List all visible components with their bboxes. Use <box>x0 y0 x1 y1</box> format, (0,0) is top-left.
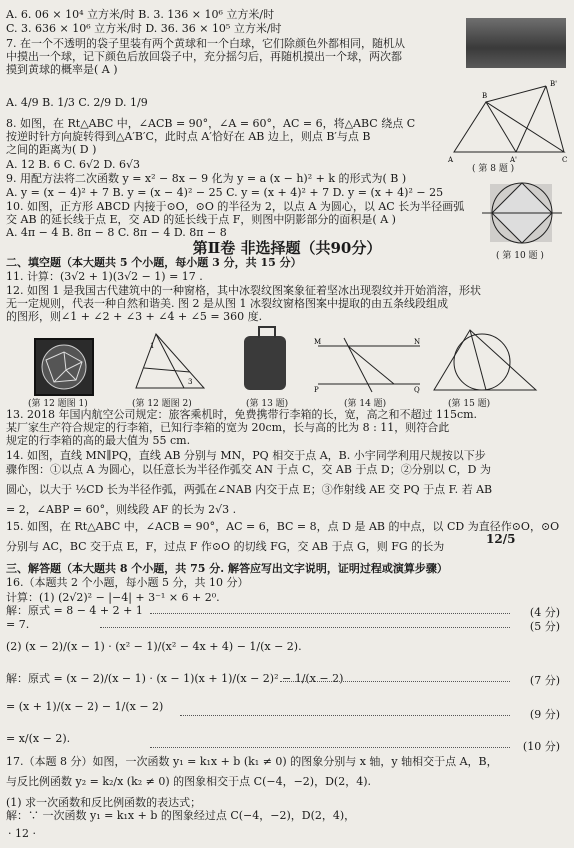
dotted-leader <box>280 681 510 682</box>
figure-12-2 <box>130 328 210 394</box>
dotted-leader <box>100 627 510 628</box>
score-marker: (5 分) <box>529 620 560 633</box>
luggage-image <box>244 336 286 390</box>
svg-text:N: N <box>414 338 421 346</box>
text-line: 解：∵ 一次函数 y₁ = k₁x + b 的图象经过点 C(−4，−2)，D(2，4)， <box>6 809 356 822</box>
text-line: (2) (x − 2)/(x − 1) · (x² − 1)/(x² − 4x + 4) − 1/(x − 2). <box>6 640 302 653</box>
text-line: 12. 如图 1 是我国古代建筑中的一种窗格，其中冰裂纹图案象征着坚冰出现裂纹并开始消溶，形状 <box>6 284 481 297</box>
text-line: 7. 在一个不透明的袋子里装有两个黄球和一个白球，它们除颜色外都相同，随机从 <box>6 37 405 50</box>
text-line: 解：原式 = 8 − 4 + 2 + 1 <box>6 604 143 617</box>
text-line: 17.（本题 8 分）如图，一次函数 y₁ = k₁x + b (k₁ ≠ 0) 的图象分别与 x 轴，y 轴相交于点 A，B， <box>6 755 498 768</box>
text-line: A. 4/9 B. 1/3 C. 2/9 D. 1/9 <box>6 96 148 109</box>
fig14-caption: (第 14 题) <box>344 399 387 409</box>
text-line: 按逆时针方向旋转得到△A′B′C，此时点 A′恰好在 AB 边上，则点 B′与点 B <box>6 130 371 143</box>
scenery-photo <box>466 18 566 68</box>
text-line: A. 12 B. 6 C. 6√2 D. 6√3 <box>6 158 140 171</box>
fig8-caption: ( 第 8 题 ) <box>472 164 515 174</box>
svg-text:P: P <box>314 386 319 394</box>
dotted-leader <box>150 613 510 614</box>
dotted-leader <box>180 715 510 716</box>
text-line: A. 6. 06 × 10⁴ 立方米/时 B. 3. 136 × 10⁶ 立方米/时 <box>6 8 275 21</box>
text-line: = x/(x − 2). <box>6 732 71 745</box>
fig15-caption: (第 15 题) <box>448 399 491 409</box>
text-line: 15. 如图，在 Rt△ABC 中，∠ACB = 90°，AC = 6，BC = 8，点 D 是 AB 的中点，以 CD 为直径作⊙O，⊙O <box>6 520 560 533</box>
text-line: 交 AB 的延长线于点 E，交 AD 的延长线于点 F，则图中阴影部分的面积是( A ) <box>6 213 396 226</box>
fig12a-caption: (第 12 题图 1) <box>28 399 88 409</box>
fig13-caption: (第 13 题) <box>246 399 289 409</box>
section-title: 第Ⅱ卷 非选择题（共90分） <box>192 239 382 257</box>
text-line: 某厂家生产符合规定的行李箱，已知行李箱的宽为 20cm，长与高的比为 8 : 11，则符合此 <box>6 421 450 434</box>
text-line: 二、填空题（本大题共 5 个小题，每小题 3 分，共 15 分） <box>6 256 302 269</box>
text-line: 13. 2018 年国内航空公司规定：旅客乘机时，免费携带行李箱的长，宽，高之和不超过 115cm. <box>6 408 478 421</box>
text-line: = 2，∠ABP = 60°，则线段 AF 的长为 2√3 . <box>6 503 237 516</box>
svg-text:Q: Q <box>414 386 420 394</box>
text-line: 11. 计算：(3√2 + 1)(3√2 − 1) = 17 . <box>6 270 203 283</box>
page-number: · 12 · <box>8 827 36 840</box>
text-line: A. 4π − 4 B. 8π − 8 C. 8π − 4 D. 8π − 8 <box>6 226 227 239</box>
text-line: 计算：(1) (2√2)² − |−4| + 3⁻¹ × 6 + 2⁰. <box>6 591 220 604</box>
score-marker: (7 分) <box>529 674 560 687</box>
svg-text:B': B' <box>550 80 558 88</box>
text-line: 骤作图：①以点 A 为圆心，以任意长为半径作弧交 AN 于点 C，交 AB 于点 D；②分别以 C，D 为 <box>6 463 491 476</box>
ice-lattice-window <box>34 338 94 396</box>
text-line: = (x + 1)/(x − 2) − 1/(x − 2) <box>6 700 164 713</box>
figure-14 <box>314 336 424 394</box>
fig12b-caption: (第 12 题图 2) <box>132 399 192 409</box>
fig10-caption: ( 第 10 题 ) <box>496 251 544 261</box>
text-line: A. y = (x − 4)² + 7 B. y = (x − 4)² − 25 C. y = (x + 4)² + 7 D. y = (x + 4)² − 25 <box>6 186 444 199</box>
dotted-leader <box>150 747 510 748</box>
text-line: 摸到黄球的概率是( A ) <box>6 63 118 76</box>
text-line: 9. 用配方法将二次函数 y = x² − 8x − 9 化为 y = a (x − h)² + k 的形式为( B ) <box>6 172 407 185</box>
figure-15 <box>430 322 540 396</box>
text-line: 14. 如图，直线 MN∥PQ，直线 AB 分别与 MN，PQ 相交于点 A，B. 小宇同学利用尺规按以下步 <box>6 449 486 462</box>
text-line: 8. 如图，在 Rt△ABC 中，∠ACB = 90°，∠A = 60°，AC = 6，将△ABC 绕点 C <box>6 117 416 130</box>
score-marker: (10 分) <box>522 740 560 753</box>
text-line: 之间的距离为( D ) <box>6 143 97 156</box>
text-line: 解：原式 = (x − 2)/(x − 1) · (x − 1)(x + 1)/(x − 2)² − 1/(x − 2) <box>6 672 344 685</box>
text-line: 10. 如图，正方形 ABCD 内接于⊙O，⊙O 的半径为 2，以点 A 为圆心，以 AC 长为半径画弧 <box>6 200 465 213</box>
svg-text:A: A <box>448 156 454 164</box>
text-line: 规定的行李箱的高的最大值为 55 cm. <box>6 434 191 447</box>
q15-answer: 12/5 <box>486 532 516 546</box>
score-marker: (4 分) <box>529 606 560 619</box>
svg-text:1: 1 <box>150 342 155 350</box>
text-line: 圆心，以大于 ½CD 长为半径作弧，两弧在∠NAB 内交于点 E；③作射线 AE 交 PQ 于点 F. 若 AB <box>6 483 493 496</box>
figure-8 <box>446 76 572 166</box>
text-line: C. 3. 636 × 10⁶ 立方米/时 D. 36. 36 × 10⁵ 立方米/时 <box>6 22 282 35</box>
text-line: 分别与 AC，BC 交于点 E，F，过点 F 作⊙O 的切线 FG，交 AB 于点 G，则 FG 的长为 <box>6 540 445 553</box>
svg-text:B: B <box>482 92 488 100</box>
figure-10 <box>476 180 568 252</box>
score-marker: (9 分) <box>529 708 560 721</box>
svg-text:3: 3 <box>188 378 193 386</box>
svg-text:A': A' <box>510 156 517 164</box>
text-line: 与反比例函数 y₂ = k₂/x (k₂ ≠ 0) 的图象相交于点 C(−4，−2)，D(2，4). <box>6 775 371 788</box>
text-line: (1) 求一次函数和反比例函数的表达式； <box>6 796 202 809</box>
text-line: 三、解答题（本大题共 8 个小题，共 75 分. 解答应写出文字说明，证明过程或演算步骤） <box>6 562 448 575</box>
text-line: 无一定规则，代表一种自然和谐美. 图 2 是从图 1 冰裂纹窗格图案中提取的由五条线段组成 <box>6 297 448 310</box>
svg-text:C: C <box>562 156 568 164</box>
text-line: = 7. <box>6 618 30 631</box>
text-line: 中摸出一个球，记下颜色后放回袋子中，充分摇匀后，再随机摸出一个球，两次都 <box>6 50 402 63</box>
text-line: 的图形，则∠1 + ∠2 + ∠3 + ∠4 + ∠5 = 360 度. <box>6 310 263 323</box>
text-line: 16.（本题共 2 个小题，每小题 5 分，共 10 分） <box>6 576 249 589</box>
svg-text:M: M <box>314 338 322 346</box>
